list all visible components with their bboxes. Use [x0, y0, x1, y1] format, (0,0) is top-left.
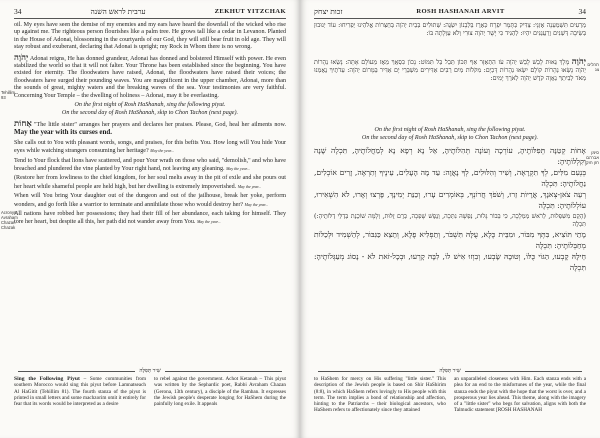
right-page-header [314, 5, 586, 19]
page-number: 34 [14, 6, 22, 16]
commentary-col-1: to HaShem for mercy on His suffering "little sister." This description of the Jewish people is based on Shir HaShirim (8:8), in which HaShem refers lovingly to His people with this term. The term implies a bond of relationship and affection, hinting to the Patriarchs – their biological ancestors, who HaShem refers to affectionately since they attained [314, 376, 446, 414]
heb-stanza-5: מָתַי תּוֹצִיא, בִּתְּךָ מִבּוֹר, וּמִבֵּית כֶּלֶא, עֻלָּהּ תִּשְׁבֹּר, וְתַפְלִיא פֶלֶא, וְתֵצֵא כַּגִּבּוֹר, לְהַשְׁמִיד וּלְכַלּוֹת מְחַבְּלוֹתֶיהָ: תִּכְלֶה [314, 229, 586, 250]
second-day-note: On the second day of Rosh HaShanah, skip to Chon Tachon (next page). [361, 135, 539, 142]
achot-word: אָחוֹת [14, 117, 32, 128]
commentary-col-2: to rebel against the government. Achot Ketanah – This piyut was written by the Sephardic poet, Rabbi Avraham Chazan (Gerona, 13th century), a disciple of the Ramban. It expresses the Jewish people's desperate longing for HaShem during the painfully long exile. It appeals [154, 376, 286, 408]
right-commentary [314, 376, 586, 414]
page-number: 34 [578, 6, 586, 16]
stanza-5: All nations have robbed her possessions; they had their fill of her abundance, each taking for himself. They tore her heart, but despite all this, her path did not wander away from You. May the year... [14, 210, 286, 226]
stanza-3: (Restore her from lowliness to the chief kingdom, for her soul melts away in the pit of exile and she pours out her heart while shameful people are held high, but her dwelling is extremely impoverished. May the year... [14, 175, 286, 190]
header-english-title: ZEKHUT YITZCHAK [214, 7, 286, 15]
left-author-note: Acronym: Avraham Chazan Chazak [1, 210, 19, 230]
heb-stanza-4: (הָקֵם מִשִּׁפְלוּת, לְרֹאשׁ מַמְלָכָה, כִּי בְּבוֹר גָּלוּת, נַפְשָׁהּ נִתְּכָה, וְנֶפֶשׁ שָׁפְכָה, כְּרֻם זֻלּוּת, וְלָמָּה שׁוֹכֶנֶת בְּדַלֵּי דַלּוֹתֶיהָ:) תִּכְלֶה [314, 212, 586, 228]
heb-stanza-6: חֵילָהּ קָבְעוּ, הַגּוֹי כֻּלּוֹ, וְטוּבָהּ שָׂבְעוּ, וְבִוְזוּ אִישׁ לוֹ, לִבָּהּ קָרְעוּ, וּבְכָל-זֹאת לֹא - נָסוֹג מְעַגְּלוֹתֶיהָ: תִּכְלֶה [314, 252, 586, 272]
achot-paragraph [14, 117, 286, 138]
commentary-title: Sing the Following Piyut [14, 376, 80, 382]
achot-bold: May the year with its curses end. [14, 128, 113, 137]
commentary-col-2: an unparalleled closeness with Him. Each stanza ends with a plea for an end to the misfortunes of the year, while the final stanza ends the piyut with the hope that the worst is over, and a prosperous year lies ahead. This theme, along with the imagery of a "little sister" who begs for salvation, aligns with both the Talmudic statement [ROSH HASHANAH [454, 376, 586, 414]
first-night-note: On the first night of Rosh HaShanah, sing the following piyut. [374, 127, 526, 133]
right-divider: שִׁיר תְּפִלָּה [314, 367, 586, 375]
left-divider: שִׁיר תְּפִלָּה [14, 367, 286, 375]
right-page [300, 0, 600, 438]
intro-paragraph: oil. My eyes have seen the demise of my enemies and my ears have heard the downfall of the wicked who rise up against me. The righteous person flourishes like a palm tree. He grows tall like a cedar in Levanon. Planted in the House of Adonai, blossoming in the courtyards of our God, they will still bear fruit in old age. They will stay robust and exuberant, declaring that Adonai is upright; my Rock in Whom there is no wrong. [14, 22, 286, 51]
heb-stanza-1: אָחוֹת קְטַנָּה תְּפִלּוֹתֶיהָ, עוֹרְכָה וְעוֹנָה תְּהִלּוֹתֶיהָ, אֵל נָא רְפָא נָא לְמַחֲלוֹתֶיהָ, תִּכְלֶה שָׁנָה וְקִלְלוֹתֶיהָ: [314, 146, 586, 166]
second-day-note: On the second day of Rosh HaShanah, skip to Chon Tachon (next page). [61, 110, 239, 117]
right-psalm-hebrew: יְהֹוָה מָלָךְ גֵּאוּת לָבֵשׁ לָבֵשׁ יְהֹוָה עֹז הִתְאַזָּר אַף תִּכּוֹן תֵּבֵל בַּל תִּמּוֹט: נָכוֹן כִּסְאֲךָ מֵאָז מֵעוֹלָם אָתָּה: נָשְׂאוּ נְהָרוֹת יְהֹוָה נָשְׂאוּ נְהָרוֹת קוֹלָם יִשְׂאוּ נְהָרוֹת דָּכְיָם: מִקֹּלוֹת מַיִם רַבִּים אַדִּירִים מִשְׁבְּרֵי יָם אַדִּיר בַּמָּרוֹם יְהֹוָה: עֵדֹתֶיךָ נֶאֶמְנוּ מְאֹד לְבֵיתְךָ נַאֲוָה קֹדֶשׁ יְהֹוָה לְאֹרֶךְ יָמִים: [314, 57, 586, 83]
heb-stanza-2: בְּנְעִם מִלִּים, לְךָ תִקְרָאֶה, וְשִׁיר וְהִלּוּלִים, לְךָ נָאֲוָה: עַד מָה הָעָלִים, עֵינֶיךָ וְתִרְאֶה, זָרִים אוֹכְלִים, נַחֲלוֹתֶיהָ: תִּכְלֶה [314, 168, 586, 188]
hashem-word: יְהֹוָה [14, 51, 29, 62]
left-psalm-ref: Tehillim 93 [1, 90, 15, 100]
psalm-paragraph [14, 51, 286, 100]
stanza-4: When will You bring Your daughter out of the dungeon and out of the jailhouse, break her yoke, perform wonders, and go forth like a warrior to terminate and annihilate those who would destroy her? May the year... [14, 193, 286, 208]
right-notes [314, 124, 586, 144]
achot-text: "The little sister" arranges her prayers and declares her praises. Please, God, heal her ailments now. [34, 121, 286, 128]
right-psalm-ref: תהלים צג [587, 62, 599, 72]
commentary-col-1: Sing the Following Piyut – Some communities from southern Morocco would sing this piyut before Lamnatseach Al HaGitit (Tehillim 81). The fourth stanza of the piyut is printed in small letters and some machzorim omit it entirely for fear that its words would be interpreted as a desire [14, 376, 146, 408]
header-hebrew-title: ערבית לראש השנה [90, 6, 146, 16]
psalm-text: Adonai reigns, He has donned grandeur, Adonai has donned and bolstered Himself with power. He even stabilized the world so that it will not falter. Your Throne has been established since the beginning. You have existed for eternity. The floodwaters have raised, Adonai, the floodwaters have raised their voices; the floodwaters have surged their pounding waves. You are magnificent in the upper chamber, Adonai, more than the sounds of great, mighty waters and the breaking waves of the sea. Your testimonies are very faithful. Concerning Your Temple – the dwelling of holiness – Adonai, may it be everlasting. [14, 55, 286, 99]
heb-stanza-3: רְעֵה צֹאן-צְאנָךְ, אֲרָיוֹת זֵרוּ, וְשֹׁפֹךְ חֲרוֹנְךָ, בְּאוֹמְרִים עָרוּ, וְכַנַּת יְמִינָךְ, פָּרְצוּ וְאָרוּ, לֹא הִשְׁאִירוּ, עוֹלְלוֹתֶיהָ: תִּכְלֶה [314, 190, 586, 210]
left-page-header [14, 5, 286, 19]
right-piyut-hebrew [314, 146, 586, 274]
right-author-note: סימן אברהם חזן חזק [586, 150, 599, 165]
header-hebrew-title: זכות יצחק [314, 6, 343, 16]
left-commentary [14, 376, 286, 407]
stanza-1: She calls out to You with pleasant words, songs, and praises, for this befits You. How long will You hide Your eyes while watching strangers consuming her heritage? May the year... [14, 139, 286, 155]
header-english-title: ROSH HASHANAH ARVIT [416, 7, 505, 15]
left-page-body [14, 22, 286, 229]
stanza-2: Tend to Your flock that lions have scattered, and pour Your wrath on those who said, "demolish," and who have breached and plundered the vine planted by Your right hand, not leaving any gleaning. May the year... [14, 157, 286, 172]
first-night-note: On the first night of Rosh HaShanah, sing the following piyut. [74, 102, 226, 109]
right-intro-hebrew: מְרַעִים תִּשְׁמַעְנָה אָזְנָי: צַדִּיק כַּתָּמָר יִפְרָח כְּאֶרֶז בַּלְּבָנוֹן יִשְׂגֶּה: שְׁתוּלִים בְּבֵית יְהֹוָה בְּחַצְרוֹת אֱלֹהֵינוּ יַפְרִיחוּ: עוֹד יְנוּבוּן בְּשֵׂיבָה דְּשֵׁנִים וְרַעֲנַנִּים יִהְיוּ: לְהַגִּיד כִּי יָשָׁר יְהֹוָה צוּרִי וְלֹא עַוְלָתָה בּוֹ: [314, 22, 586, 38]
